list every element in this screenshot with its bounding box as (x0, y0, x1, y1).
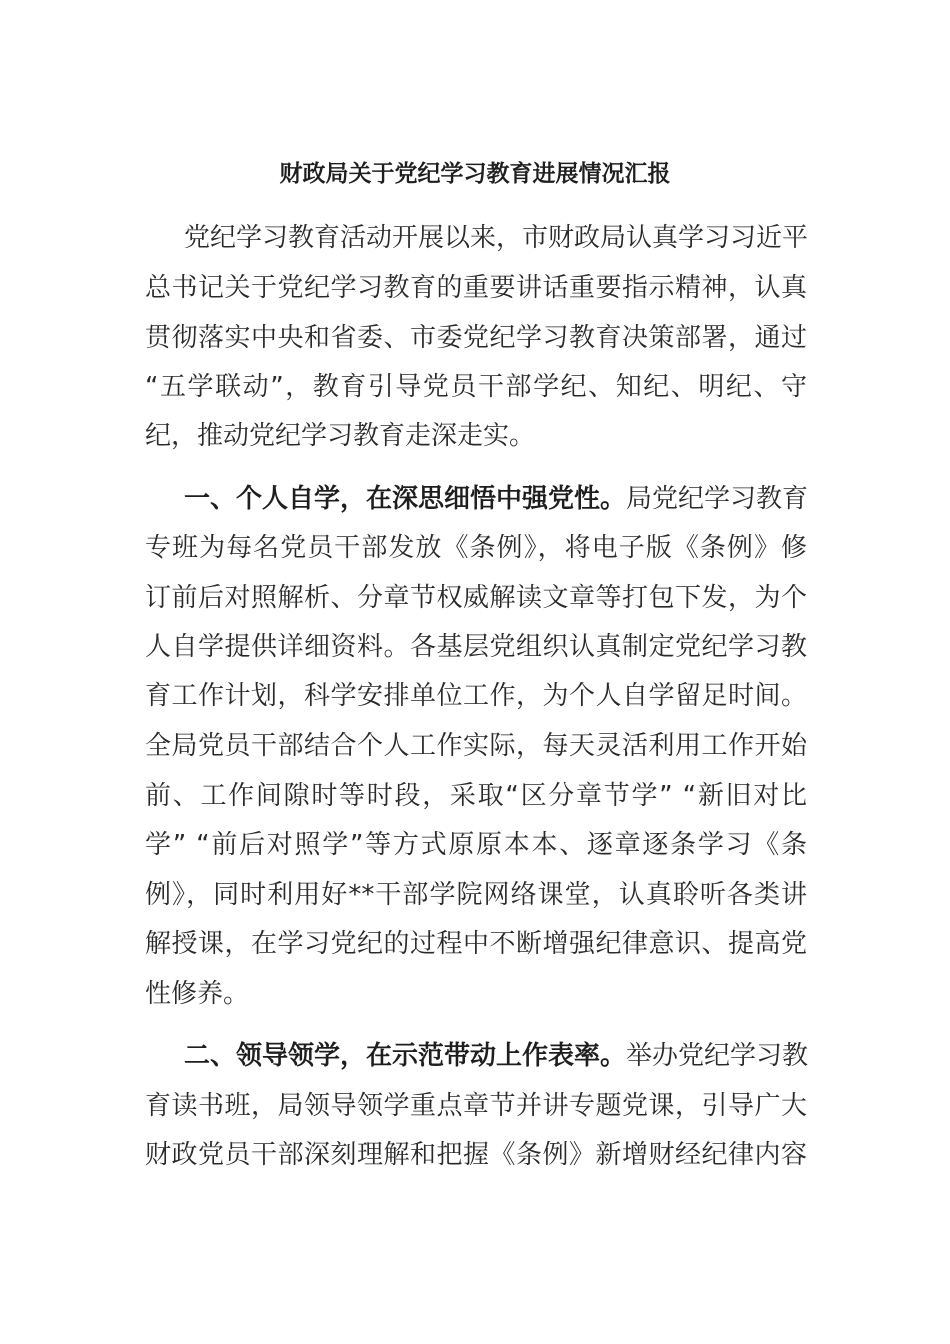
paragraph-text: 举办党纪学习教 (626, 1041, 809, 1071)
paragraph-line: 性修养。 (145, 979, 250, 1009)
section-heading: 二、领导领学，在示范带动上作表率。 (184, 1041, 627, 1071)
paragraph-line: 前、工作间隙时等时段，采取“区分章节学” “新旧对比 (145, 781, 807, 811)
paragraph-line: 订前后对照解析、分章节权威解读文章等打包下发，为个 (145, 583, 807, 613)
paragraph-line: 育读书班，局领导领学重点章节并讲专题党课，引导广大 (145, 1091, 807, 1121)
paragraph-line: “五学联动”，教育引导党员干部学纪、知纪、明纪、守 (145, 372, 807, 402)
paragraph-line: 全局党员干部结合个人工作实际，每天灵活利用工作开始 (145, 731, 807, 761)
paragraph-line: 学” “前后对照学”等方式原原本本、逐章逐条学习《条 (145, 830, 807, 860)
paragraph-line: 贯彻落实中央和省委、市委党纪学习教育决策部署，通过 (145, 323, 807, 353)
paragraph-line: 解授课，在学习党纪的过程中不断增强纪律意识、提高党 (145, 929, 807, 959)
paragraph-first-line (184, 1031, 807, 1081)
paragraph-line: 育工作计划，科学安排单位工作，为个人自学留足时间。 (145, 681, 807, 711)
section-heading: 一、个人自学，在深思细悟中强党性。 (184, 484, 627, 514)
paragraph-line: 人自学提供详细资料。各基层党组织认真制定党纪学习教 (145, 632, 807, 662)
paragraph-line: 党纪学习教育活动开展以来，市财政局认真学习习近平 (184, 223, 809, 253)
paragraph-line: 总书记关于党纪学习教育的重要讲话重要指示精神，认真 (145, 273, 807, 303)
paragraph-first-line (184, 474, 807, 524)
paragraph-line: 例》，同时利用好**干部学院网络课堂，认真聆听各类讲 (145, 880, 807, 910)
paragraph-line: 财政党员干部深刻理解和把握《条例》新增财经纪律内容 (145, 1140, 807, 1170)
paragraph-line: 纪，推动党纪学习教育走深走实。 (145, 421, 536, 451)
paragraph-line: 专班为每名党员干部发放《条例》，将电子版《条例》修 (145, 533, 807, 563)
paragraph-text: 局党纪学习教育 (626, 484, 809, 514)
document-title: 财政局关于党纪学习教育进展情况汇报 (279, 161, 671, 187)
